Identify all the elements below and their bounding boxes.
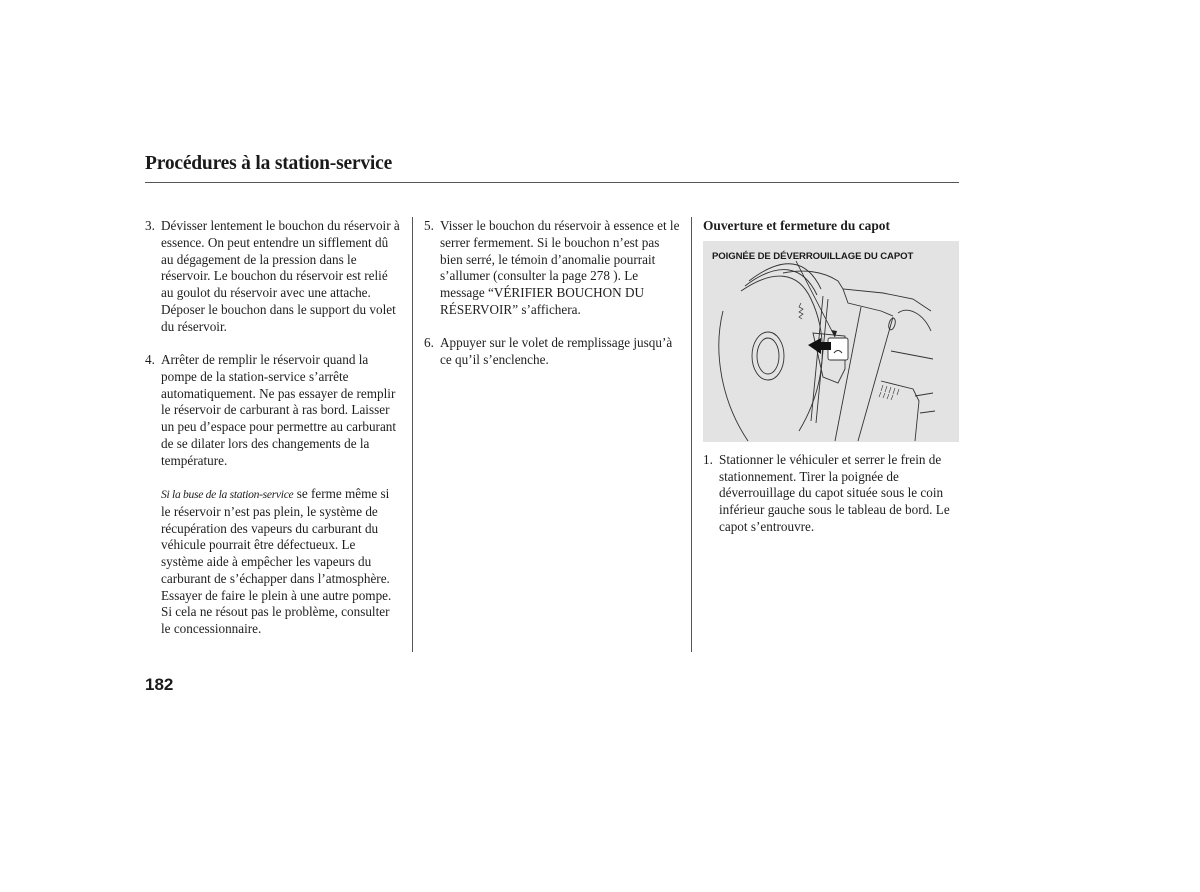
column-2 bbox=[424, 218, 682, 386]
step-3 bbox=[145, 218, 401, 335]
step-text: Visser le bouchon du réservoir à essence et le serrer fermement. Si le bouchon n’est pas bien serré, le témoin d’anomalie pourrait s’allumer (consulter la page 278 ). Le message “VÉRIFIER BOUCHON DU RÉSERVOIR” s’affichera. bbox=[440, 218, 680, 317]
step-text: Dévisser lentement le bouchon du réservoir à essence. On peut entendre un sifflement dû au dégagement de la pression dans le réservoir. Le bouchon du réservoir est relié au goulot du réservoir avec une attache. Déposer le bouchon dans le support du volet du réservoir. bbox=[161, 218, 400, 334]
step-number: 3. bbox=[145, 218, 155, 233]
column-1 bbox=[145, 218, 401, 638]
step-text: Appuyer sur le volet de remplissage jusqu’à ce qu’il s’enclenche. bbox=[440, 335, 673, 367]
step-number: 4. bbox=[145, 352, 155, 367]
step-4 bbox=[145, 352, 401, 469]
step-number: 6. bbox=[424, 335, 434, 351]
step-number: 1. bbox=[703, 451, 713, 467]
figure-caption: POIGNÉE DE DÉVERROUILLAGE DU CAPOT bbox=[712, 250, 914, 262]
step-text: Arrêter de remplir le réservoir quand la pompe de la station-service s’arrête automatiquement. Ne pas essayer de remplir le réservoir de carburant à ras bord. Laisser un peu d’espace pour permettre au carburant de se dilater lors des changements de la température. bbox=[161, 352, 397, 468]
nozzle-note bbox=[145, 486, 401, 638]
step-1 bbox=[703, 452, 961, 536]
step-5 bbox=[424, 218, 682, 319]
step-number: 5. bbox=[424, 218, 434, 233]
step-6 bbox=[424, 335, 682, 369]
hood-release-figure bbox=[703, 241, 959, 442]
note-text: se ferme même si le réservoir n’est pas plein, le système de récupération des vapeurs du carburant du véhicule pourrait être défectueux. Le système aide à empêcher les vapeurs du carburant de s’échapper dans l’atmosphère. Essayer de faire le plein à une autre pompe. Si cela ne résout pas le problème, consulter le concessionnaire. bbox=[161, 486, 392, 636]
step-text: Stationner le véhiculer et serrer le frein de stationnement. Tirer la poignée de déverrouillage du capot située sous le coin inférieur gauche sous le tableau de bord. Le capot s’entrouvre. bbox=[719, 451, 950, 534]
hood-release-illustration-icon bbox=[703, 241, 959, 442]
column-divider bbox=[412, 217, 413, 652]
note-lead-italic: Si la buse de la station-service bbox=[161, 488, 294, 501]
section-heading: Ouverture et fermeture du capot bbox=[703, 218, 890, 233]
title-rule bbox=[145, 182, 959, 183]
column-3 bbox=[703, 218, 961, 552]
column-divider bbox=[691, 217, 692, 652]
page-number: 182 bbox=[145, 675, 174, 694]
page-title: Procédures à la station-service bbox=[145, 153, 393, 174]
